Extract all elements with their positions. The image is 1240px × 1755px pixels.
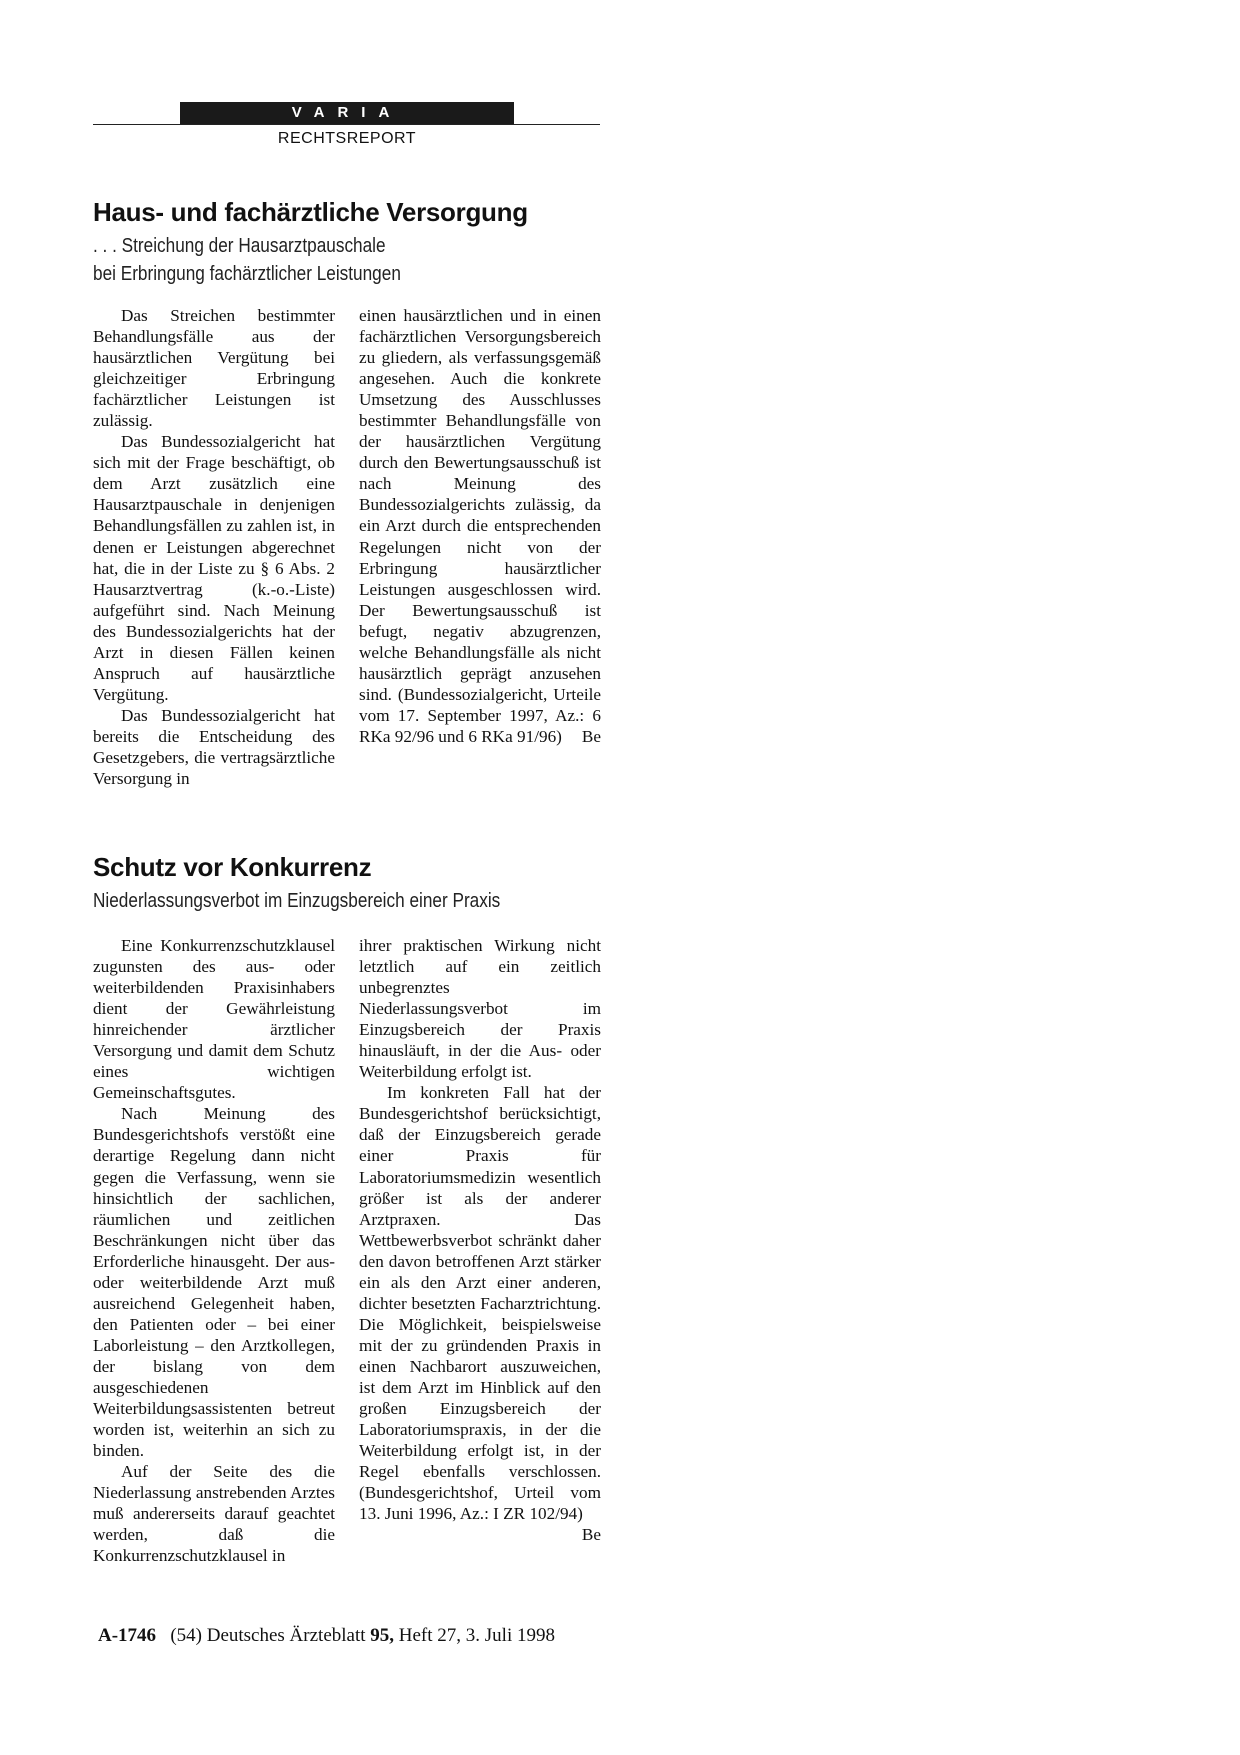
article1-subhead-line2: bei Erbringung fachärztlicher Leistungen <box>93 263 401 285</box>
paragraph: Das Bundessozialgericht hat sich mit der Frage beschäftigt, ob dem Arzt zusätzlich eine Hausarztpauschale in denjenigen Behandlungsfällen zu zahlen ist, in denen er Leistungen abgerechnet hat, die in der Liste zu § 6 Abs. 2 Hausarztvertrag (k.-o.-Liste) aufgeführt sind. Nach Meinung des Bundessozialgerichts hat der Arzt in diesen Fällen keinen Anspruch auf hausärztliche Vergütung. <box>93 432 335 704</box>
page-number: A-1746 <box>98 1625 157 1646</box>
paragraph-text: einen hausärztlichen und in einen fachärztlichen Versorgungsbereich zu gliedern, als verfassungsgemäß angesehen. Auch die konkrete Umsetzung des Ausschlusses bestimmter Behandlungsfälle von der hausärztlichen Vergütung durch den Bewertungsausschuß ist nach Meinung des Bundessozialgerichts zulässig, da ein Arzt durch die entsprechenden Regelungen nicht von der Erbringung hausärztlicher Leistungen ausgeschlossen wird. Der Bewertungsausschuß ist befugt, negativ abzugrenzen, welche Behandlungsfälle als nicht hausärztlich geprägt anzusehen sind. (Bundessozialgericht, Urteile vom 17. September 1997, Az.: 6 RKa 92/96 und 6 RKa 91/96) <box>359 306 601 746</box>
journal-issue: Heft 27, 3. Juli 1998 <box>398 1625 555 1646</box>
article1-column-right <box>359 305 601 747</box>
paragraph <box>359 1082 601 1545</box>
article1-column-left <box>93 305 335 789</box>
author-signature: Be <box>581 726 601 746</box>
paragraph: ihrer praktischen Wirkung nicht letztlich auf ein zeitlich unbegrenztes Niederlassungsverbot im Einzugsbereich der Praxis hinausläuft, in der die Aus- oder Weiterbildung erfolgt ist. <box>359 936 601 1082</box>
article2-headline: Schutz vor Konkurrenz <box>93 852 372 882</box>
section-label: VARIA <box>180 102 514 124</box>
paragraph: Nach Meinung des Bundesgerichtshofs verstößt eine derartige Regelung dann nicht gegen die Verfassung, wenn sie hinsichtlich der sachlichen, räumlichen und zeitlichen Beschränkungen nicht über das Erforderliche hinausgeht. Der aus- oder weiterbildende Arzt muß ausreichend Gelegenheit haben, den Patienten oder – bei einer Laborleistung – den Arztkollegen, der bislang von dem ausgeschiedenen Weiterbildungsassistenten betreut worden ist, weiterhin an sich zu binden. <box>93 1104 335 1461</box>
journal-volume: 95, <box>370 1625 395 1646</box>
journal-name: Deutsches Ärzteblatt <box>206 1625 366 1646</box>
article1-headline: Haus- und fachärztliche Versorgung <box>93 197 528 227</box>
paragraph-text: Im konkreten Fall hat der Bundesgerichtshof berücksichtigt, daß der Einzugsbereich gerade einer Praxis für Laboratoriumsmedizin wesentlich größer ist als der anderer Arztpraxen. Das Wettbewerbsverbot schränkt daher den davon betroffenen Arzt stärker ein als den Arzt einer anderen, dichter besetzten Facharztrichtung. Die Möglichkeit, beispielsweise mit der zu gründenden Praxis in einen Nachbarort auszuweichen, ist dem Arzt im Hinblick auf den großen Einzugsbereich der Laboratoriumspraxis, in der die Weiterbildung erfolgt ist, in der Regel ebenfalls verschlossen. (Bundesgerichtshof, Urteil vom 13. Juni 1996, Az.: I ZR 102/94) <box>359 1083 601 1524</box>
subsection-label: RECHTSREPORT <box>277 130 417 147</box>
issue-page-number: (54) <box>170 1625 202 1646</box>
article2-column-left <box>93 935 335 1566</box>
paragraph: Das Bundessozialgericht hat bereits die Entscheidung des Gesetzgebers, die vertragsärztliche Versorgung in <box>93 705 335 789</box>
article1-subhead-line1: . . . Streichung der Hausarztpauschale <box>93 235 386 257</box>
page-footer <box>98 1624 555 1648</box>
paragraph: Eine Konkurrenzschutzklausel zugunsten des aus- oder weiterbildenden Praxisinhabers dient der Gewährleistung hinreichender ärztlicher Versorgung und damit dem Schutz eines wichtigen Gemeinschaftsgutes. <box>93 936 335 1103</box>
paragraph: Auf der Seite des die Niederlassung anstrebenden Arztes muß andererseits darauf geachtet werden, daß die Konkurrenzschutzklausel in <box>93 1462 335 1566</box>
paragraph <box>359 305 601 747</box>
article2-column-right <box>359 935 601 1545</box>
header-rule <box>93 124 600 125</box>
article2-subhead: Niederlassungsverbot im Einzugsbereich einer Praxis <box>93 890 501 912</box>
author-signature: Be <box>581 1525 601 1545</box>
paragraph: Das Streichen bestimmter Behandlungsfälle aus der hausärztlichen Vergütung bei gleichzeitiger Erbringung fachärztlicher Leistungen ist zulässig. <box>93 306 335 431</box>
